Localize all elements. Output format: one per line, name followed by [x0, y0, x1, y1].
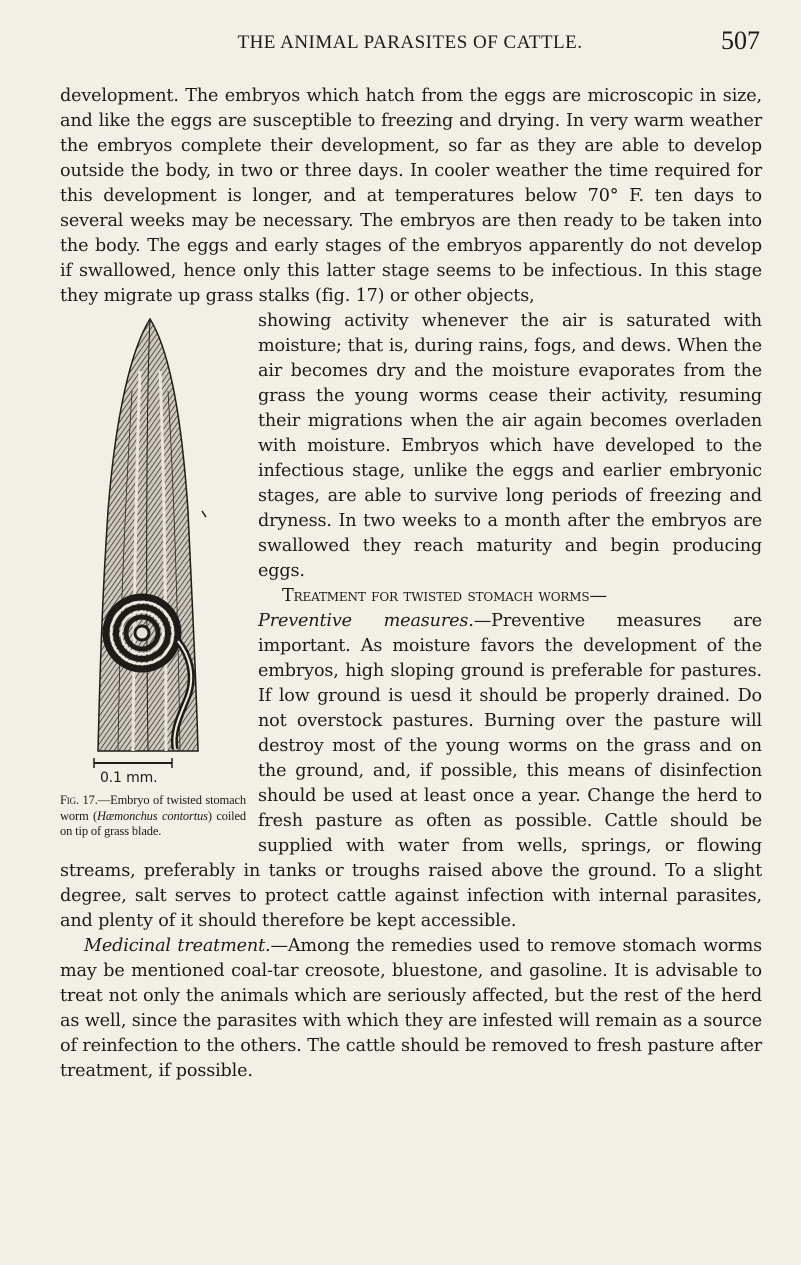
preventive-text: —Preventive measures are important. As moisture favors the development of the embryos, high sloping ground is preferable for pastures. If low ground is uesd it should be properly drained. Do not overstock pastures. Burning over the pasture will destroy most of the young worms on the grass and on the ground, and, if possible, this means of disinfection should be used at least once a year. Change the herd to fresh pasture as often as possible. Cattle should be supplied with water from wells, springs, or flowing streams, preferably in tanks or troughs raised above the ground. To a slight degree, salt serves to protect cattle against infection with internal parasites, and plenty of it should therefore be kept accessible. — [60, 611, 762, 931]
medicinal-text: —Among the remedies used to remove stomach worms may be mentioned coal-tar creosote, bluestone, and gasoline. It is advisable to treat not only the animals which are seriously affected, but the rest of the herd as well, since the parasites with which they are infested will remain as a source of reinfection to the others. The cattle should be removed to fresh pasture after treatment, if possible. — [60, 936, 762, 1081]
caption-text-2: ) coiled on tip of grass blade. — [60, 808, 246, 838]
scale-label: 0.1 mm. — [100, 770, 158, 786]
body-text — [60, 84, 762, 1084]
medicinal-label: Medicinal treatment. — [84, 936, 271, 956]
caption-species: Hæmonchus contortus — [97, 808, 208, 823]
paragraph-development: development. The embryos which hatch from the eggs are microscopic in size, and like the eggs are susceptible to freezing and drying. In very warm weather the embryos complete their development, so far as they are able to develop outside the body, in two or three days. In cooler weather the time required for this development is longer, and at temperatures below 70° F. ten days to several weeks may be necessary. The embryos are then ready to be taken into the body. The eggs and early stages of the embryos apparently do not develop if swallowed, hence only this latter stage seems to be infectious. In this stage they migrate up grass stalks (fig. 17) or other objects, — [60, 86, 762, 306]
paragraph-activity: showing activity whenever the air is saturated with moisture; that is, during rains, fogs, and dews. When the air becomes dry and the moisture evaporates from the grass the young worms cease their activity, resuming their migrations when the air again becomes overladen with moisture. Embryos which have developed to the infectious stage, unlike the eggs and earlier embryonic stages, are able to survive long periods of freezing and dryness. In two weeks to a month after the embryos are swallowed they reach maturity and begin producing eggs. — [258, 311, 762, 581]
figure-17 — [60, 311, 246, 841]
caption-label: Fig. 17.— — [60, 793, 111, 807]
paragraph-medicinal — [60, 934, 762, 1084]
page-header — [60, 26, 760, 66]
preventive-label: Preventive measures. — [258, 611, 474, 631]
page-number: 507 — [721, 26, 760, 55]
running-head: THE ANIMAL PARASITES OF CATTLE. — [237, 32, 583, 53]
caption-text-1: Embryo of twisted stomach worm ( — [60, 793, 246, 823]
embryo-illustration — [60, 311, 246, 781]
figure-caption — [60, 793, 246, 840]
treatment-heading: Treatment for twisted stomach worms— — [282, 586, 607, 606]
